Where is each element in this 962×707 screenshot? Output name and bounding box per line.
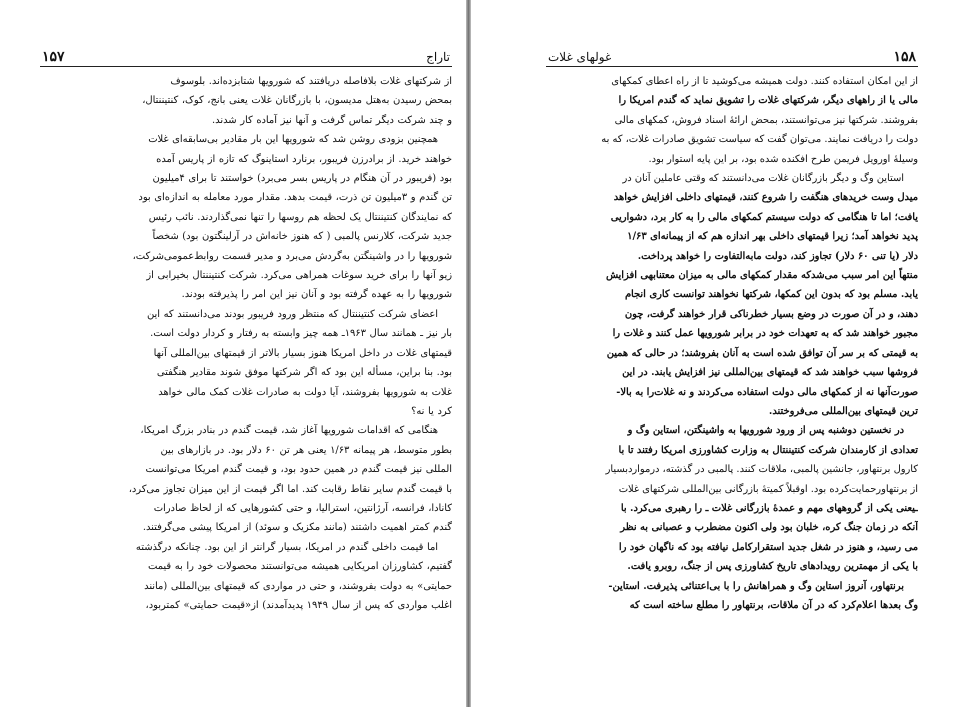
text-line: بمحض رسیدن به‌هتل مدیسون، با بازرگانان غلات یعنی بانج، کوک، کنتیننتال، bbox=[142, 95, 452, 107]
text-line: با قیمت گندم سایر نقاط رقابت کند. اما اگر قیمت از این میزان تجاوز می‌کرد، bbox=[128, 483, 452, 495]
text-line: یافت؛ اما تا هنگامی که دولت سیستم کمکهای مالی را به کار برد، دشواریی bbox=[610, 211, 918, 223]
left-page bbox=[40, 46, 452, 702]
text-line: ترین قیمتهای بین‌المللی می‌فروختند. bbox=[768, 405, 918, 417]
text-line: اما قیمت داخلی گندم در امریکا، بسیار گرانتر از این بود. چنانکه درگذشته bbox=[135, 541, 438, 553]
text-line: غلات به شورویها بفروشند، آیا دولت به صادرات غلات کمک مالی خواهد bbox=[158, 386, 452, 398]
text-line: فروشها سبب خواهند شد که قیمتهای بین‌المللی نیز افزایش یابند. در این bbox=[622, 367, 918, 379]
text-line: و چند شرکت دیگر تماس گرفت و آنها نیز آماده کار شدند. bbox=[212, 114, 452, 126]
text-line: اعضای شرکت کنتیننتال که منتظر ورود فریبور بودند می‌دانستند که این bbox=[146, 308, 438, 320]
text-line: آنکه در زمان جنگ کره، خلبان بود ولی اکنون مضطرب و عصبانی به نظر bbox=[620, 522, 918, 534]
left-page-body bbox=[40, 67, 452, 615]
text-line: مالی یا از راههای دیگر، شرکتهای غلات را تشویق نماید که گندم امریکا را bbox=[618, 95, 918, 107]
text-line: میدل وست خریدهای هنگفت را شروع کنند، قیمتهای داخلی افزایش خواهد bbox=[613, 192, 918, 204]
running-title: غولهای غلات bbox=[548, 50, 612, 64]
text-line: شورویها را به عهده گرفته بود و آنان نیز این امر را پذیرفته بودند. bbox=[181, 289, 452, 301]
text-line: زیو آنها را برای خرید سوغات همراهی می‌کرد. شرکت کنتیننتال بخیرابی از bbox=[146, 270, 452, 282]
running-title: تاراج bbox=[426, 50, 450, 64]
text-line: دهند، و در آن صورت در وضع بسیار خطرناکی قرار خواهند گرفت، چون bbox=[624, 308, 918, 320]
right-page-header bbox=[546, 46, 918, 67]
text-line: شورویها را در واشینگتن به‌گردش می‌برد و مدیر قسمت روابط‌عمومی‌شرکت، bbox=[132, 250, 452, 262]
text-line: کرد یا نه؟ bbox=[411, 405, 452, 417]
text-line: مجبور خواهند شد که به تعهدات خود در برابر شورویها عمل کنند و غلات را bbox=[612, 328, 918, 340]
text-line: گندم کمتر اهمیت داشتند (مانند مکزیک و سوئد) از امریکا پیشی می‌گرفتند. bbox=[142, 522, 452, 534]
text-line: بار نیز ـ همانند سال ۱۹۶۳ـ همه چیز وابسته به رفتار و کردار دولت است. bbox=[150, 328, 452, 340]
text-line: با یکی از مهمترین رویدادهای تاریخ کشاورزی پس از جنگ، روبرو یافت. bbox=[627, 561, 918, 573]
text-line: یابد. مسلم بود که بدون این کمکها، شرکتها نخواهند توانست کاری انجام bbox=[624, 289, 918, 301]
text-line: حمایتی» به دولت بفروشند، و حتی در مواردی که قیمتهای بین‌المللی (مانند bbox=[144, 580, 452, 592]
text-line: بطور متوسط، هر پیمانه ۱/۶۳ یعنی هر تن ۶۰ دلار بود. در بازارهای بین‌ bbox=[160, 444, 452, 456]
text-line: از برنتهاورحمایت‌کرده بود. اوقبلاً کمیتهٔ بازرگانی بین‌المللی شرکتهای غلات bbox=[618, 483, 918, 495]
book-spine bbox=[466, 0, 471, 707]
text-line: همچنین بزودی روشن شد که شورویها این بار مقادیر بی‌سابقه‌ای غلات bbox=[148, 134, 438, 146]
text-line: از این امکان استفاده کنند. دولت همیشه می‌کوشید تا از راه اعطای کمکهای bbox=[611, 76, 918, 87]
text-line: وگ بعدها اعلام‌کرد که در آن ملاقات، برنتهاور را مطلع ساخته است که bbox=[629, 599, 918, 611]
right-page-body bbox=[546, 67, 918, 615]
text-line: گفتیم، کشاورزان امریکایی همیشه می‌توانستند محصولات خود را به قیمت bbox=[148, 561, 452, 573]
text-line: می رسید، و هنوز در شغل جدید استقرارکامل نیافته بود که ناگهان خود را bbox=[618, 541, 918, 553]
text-line: بود. بنا براین، مسأله این بود که اگر شرکتها موفق شوند مقادیر هنگفتی bbox=[156, 367, 452, 379]
text-line: خواهند خرید. از برادرزن فریبور، برنارد استاینوگ که تازه از پاریس آمده bbox=[156, 153, 452, 165]
text-line: دولت را دریافت نمایند. می‌توان گفت که سیاست تشویق صادرات غلات، که به bbox=[601, 134, 918, 146]
page-number: ۱۵۷ bbox=[42, 49, 65, 65]
text-line: که نمایندگان کنتیننتال یک لحظه هم روسها را تنها نمی‌گذاردند. نائب رئیس bbox=[148, 211, 452, 223]
text-line: دلار (یا تنی ۶۰ دلار) تجاوز کند، دولت مابه‌التفاوت را خواهد پرداخت. bbox=[637, 250, 918, 262]
text-line: وسیلهٔ اورویل فریمن طرح افکنده شده بود، بر این پایه استوار بود. bbox=[648, 153, 918, 165]
text-line: برنتهاور، آنروز استاین وگ و همراهانش را با بی‌اعتنائی پذیرفت. استاین- bbox=[608, 580, 904, 592]
text-line: قیمتهای غلات در داخل امریکا هنوز بسیار بالاتر از قیمتهای بین‌المللی آنها bbox=[153, 347, 452, 359]
page-number: ۱۵۸ bbox=[893, 49, 916, 65]
text-line: تعدادی از کارمندان شرکت کنتیننتال به وزارت کشاورزی امریکا رفتند تا با bbox=[618, 444, 918, 456]
text-line: کانادا، فرانسه، آرژانتین، استرالیا، و حتی کشورهایی که از لحاظ صادرات bbox=[153, 502, 452, 514]
left-page-header bbox=[40, 46, 452, 67]
text-line: تن گندم و ۳میلیون تن ذرت، قیمت بدهد. مقدار مورد معامله به اندازه‌ای بود bbox=[138, 192, 452, 204]
text-line: کارول برنتهاور، جانشین پالمبی، ملاقات کنند. پالمبی در گذشته، درمواردبسیار bbox=[605, 464, 918, 476]
text-line: از شرکتهای غلات بلافاصله دریافتند که شورویها شتابزده‌اند. بلوسوف bbox=[170, 76, 452, 87]
text-line: پدید نخواهد آمد؛ زیرا قیمتهای داخلی بهر اندازه هم که از پیمانه‌ای ۱/۶۳ bbox=[627, 231, 918, 243]
text-line: در نخستین دوشنبه پس از ورود شورویها به واشینگتن، استاین وگ و bbox=[627, 425, 904, 437]
text-line: اغلب مواردی که پس از سال ۱۹۴۹ پدیدآمدند) از«قیمت حمایتی» کمتربود، bbox=[145, 599, 452, 611]
text-line: صورت‌آنها نه از کمکهای مالی دولت استفاده می‌کردند و نه غلات‌را به بالا- bbox=[616, 386, 918, 398]
text-line: منتهاً این امر سبب می‌شدکه مقدار کمکهای مالی به میزان معتنابهی افزایش bbox=[605, 270, 918, 282]
text-line: بود (فریبور در آن هنگام در پاریس بسر می‌برد) خواستند تا برای ۴میلیون bbox=[152, 173, 452, 185]
right-page bbox=[546, 46, 918, 702]
text-line: ـیعنی یکی از گروههای مهم و عمدهٔ بازرگانی غلات ـ را رهبری می‌کرد. با bbox=[620, 502, 918, 514]
text-line: استاین وگ و دیگر بازرگانان غلات می‌دانستند که وقتی عاملین آنان در bbox=[622, 173, 904, 185]
text-line: به قیمتی که بر سر آن توافق شده است به آنان بفروشند؛ در حالی که همین bbox=[606, 347, 918, 359]
text-line: هنگامی که اقدامات شورویها آغاز شد، قیمت گندم در بنادر بزرگ امریکا، bbox=[140, 425, 438, 437]
text-line: جدید شرکت، کلارنس پالمبی ( که هنوز خانه‌اش در آرلینگتون بود) شخصاً bbox=[152, 231, 452, 243]
text-line: بفروشند. شرکتها نیز می‌توانستند، بمحض ارائهٔ اسناد فروش، کمکهای مالی bbox=[614, 114, 918, 126]
text-line: المللی نیز قیمت گندم در همین حدود بود، و قیمت گندم امریکا می‌توانست bbox=[145, 464, 452, 476]
